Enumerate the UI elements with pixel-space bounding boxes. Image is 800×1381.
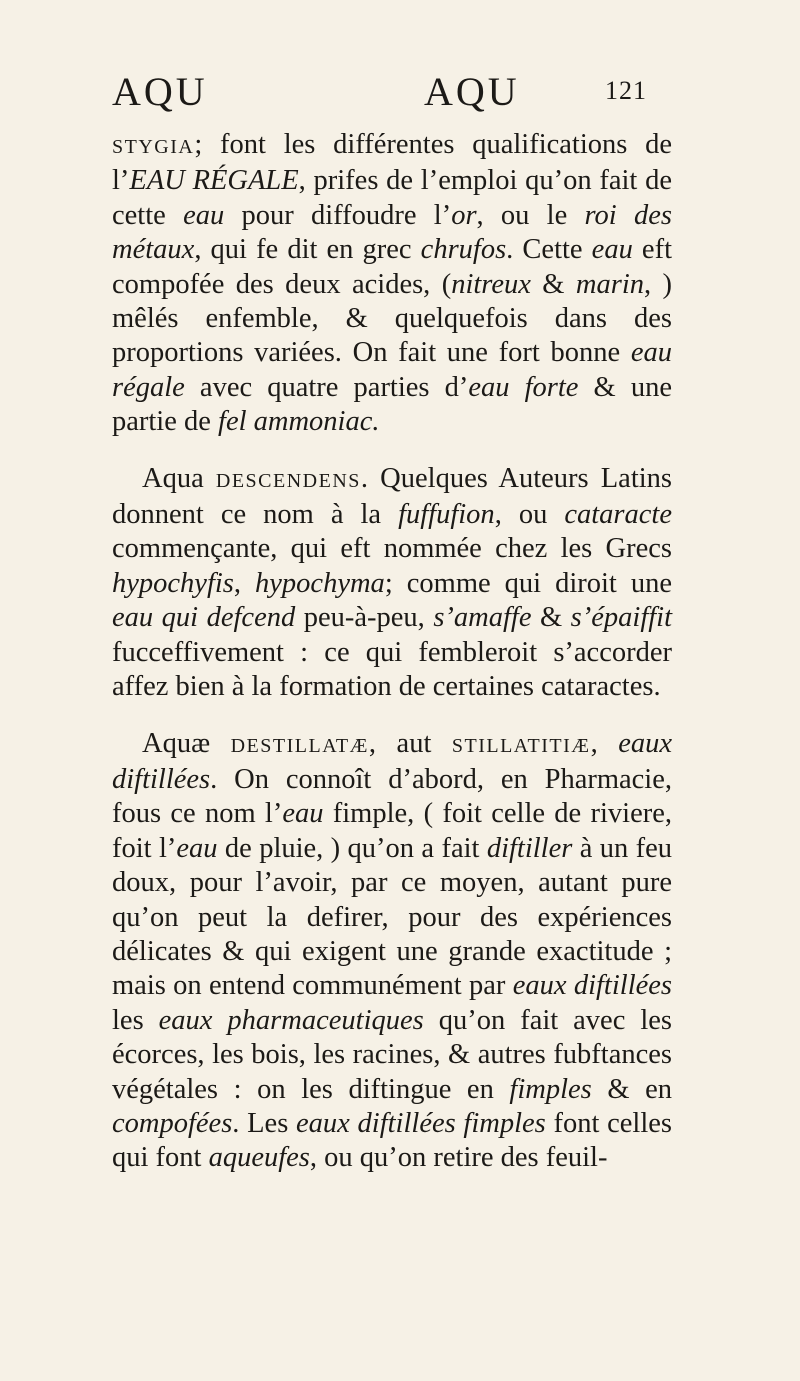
text-run: . Les: [232, 1107, 297, 1139]
small-caps-run: DESCENDENS: [215, 469, 361, 492]
text-run: , ) mêlés enfemble, & quelquefois dans des proportions variées. On fait une fort bonne: [112, 268, 673, 369]
header-left-word: AQU: [112, 69, 208, 114]
italic-run: fel ammoniac.: [218, 406, 380, 438]
small-caps-run: STYGIA: [112, 136, 195, 158]
text-run: , prifes de l’emploi qu’on fait de cette: [112, 165, 672, 231]
text-run: ,: [590, 727, 619, 759]
italic-run: eau forte: [468, 371, 579, 403]
text-run: fucceffivement : ce qui fembleroit s’accorder affez bien à la formation de certaines cataractes.: [112, 636, 672, 703]
text-run: &: [531, 602, 571, 634]
text-run: & en: [591, 1073, 672, 1105]
italic-run: nitreux: [451, 268, 531, 300]
italic-run: marin: [575, 268, 644, 300]
italic-run: eau: [176, 832, 218, 864]
text-run: . Cette: [506, 234, 592, 266]
italic-run: eaux diftillées fimples: [296, 1107, 546, 1139]
italic-run: s’épaiffit: [570, 602, 672, 634]
italic-run: EAU RÉGALE: [129, 165, 299, 197]
text-run: font celles qui font: [112, 1107, 672, 1174]
italic-run: chrufos: [420, 234, 507, 266]
paragraph-2: [112, 462, 672, 705]
text-run: pour diffoudre l’: [224, 199, 452, 231]
text-run: Aqua: [142, 462, 216, 494]
italic-run: fimples: [509, 1073, 592, 1105]
italic-run: eaux pharmaceutiques: [158, 1004, 424, 1036]
text-run: peu-à-peu,: [295, 602, 434, 634]
italic-run: roi des métaux: [112, 199, 672, 266]
text-run: ,: [233, 567, 256, 599]
text-run: , ou: [494, 499, 565, 531]
page-number: 121: [605, 76, 647, 105]
text-run: . On connoît d’abord, en Pharmacie, fous ce nom l’: [112, 763, 672, 830]
paragraph-3: [112, 727, 672, 1176]
italic-run: hypochyma: [255, 567, 385, 599]
text-run: eft compofée des deux acides, (: [112, 234, 672, 300]
italic-run: diftiller: [486, 832, 573, 864]
body-text: [112, 128, 672, 1176]
text-run: &: [530, 268, 576, 300]
text-run: fimple, ( foit celle de riviere, foit l’: [112, 798, 672, 864]
italic-run: aqueufes: [208, 1142, 310, 1174]
text-run: de pluie, ) qu’on a fait: [217, 832, 487, 864]
text-run: avec quatre parties d’: [184, 371, 469, 403]
text-run: commençante, qui eft nommée chez les Grecs: [112, 533, 672, 565]
italic-run: s’amaffe: [433, 602, 532, 634]
text-run: ; comme qui diroit une: [384, 567, 672, 599]
italic-run: fuffufion: [398, 499, 495, 531]
text-run: & une partie de: [112, 371, 672, 438]
text-run: les: [112, 1004, 159, 1036]
italic-run: hypochyfis: [112, 567, 234, 599]
italic-run: eau régale: [112, 337, 672, 403]
text-run: Aquæ: [142, 727, 231, 759]
text-run: , aut: [368, 727, 452, 759]
italic-run: compofées: [112, 1107, 233, 1139]
text-run: à un feu doux, pour l’avoir, par ce moyen, autant pure qu’on peut la defirer, pour des expériences délicates & qui exigent une grande exactitude ; mais on entend communément par: [112, 832, 672, 1002]
paragraph-1: [112, 128, 672, 440]
text-run: , qui fe dit en grec: [194, 234, 421, 266]
italic-run: cataracte: [564, 499, 672, 531]
italic-run: eaux diftillées: [512, 970, 672, 1002]
text-run: qu’on fait avec les écorces, les bois, les racines, & autres fubftances végétales : on les diftingue en: [112, 1004, 673, 1105]
text-run: . Quelques Auteurs Latins donnent ce nom à la: [112, 462, 673, 531]
italic-run: or: [451, 199, 477, 231]
italic-run: eau: [282, 798, 324, 830]
italic-run: eau: [591, 234, 633, 266]
text-run: , ou le: [476, 199, 585, 231]
italic-run: eau: [183, 199, 225, 231]
text-run: , ou qu’on retire des feuil-: [309, 1142, 608, 1174]
running-header: [112, 68, 672, 112]
italic-run: eaux diftillées: [112, 727, 672, 795]
italic-run: eau qui defcend: [112, 602, 296, 634]
small-caps-run: DESTILLATÆ: [230, 734, 369, 757]
small-caps-run: STILLATITIÆ: [451, 734, 591, 757]
header-right-word: AQU: [424, 69, 520, 114]
text-run: ; font les différentes qualifications de l’: [112, 129, 672, 197]
